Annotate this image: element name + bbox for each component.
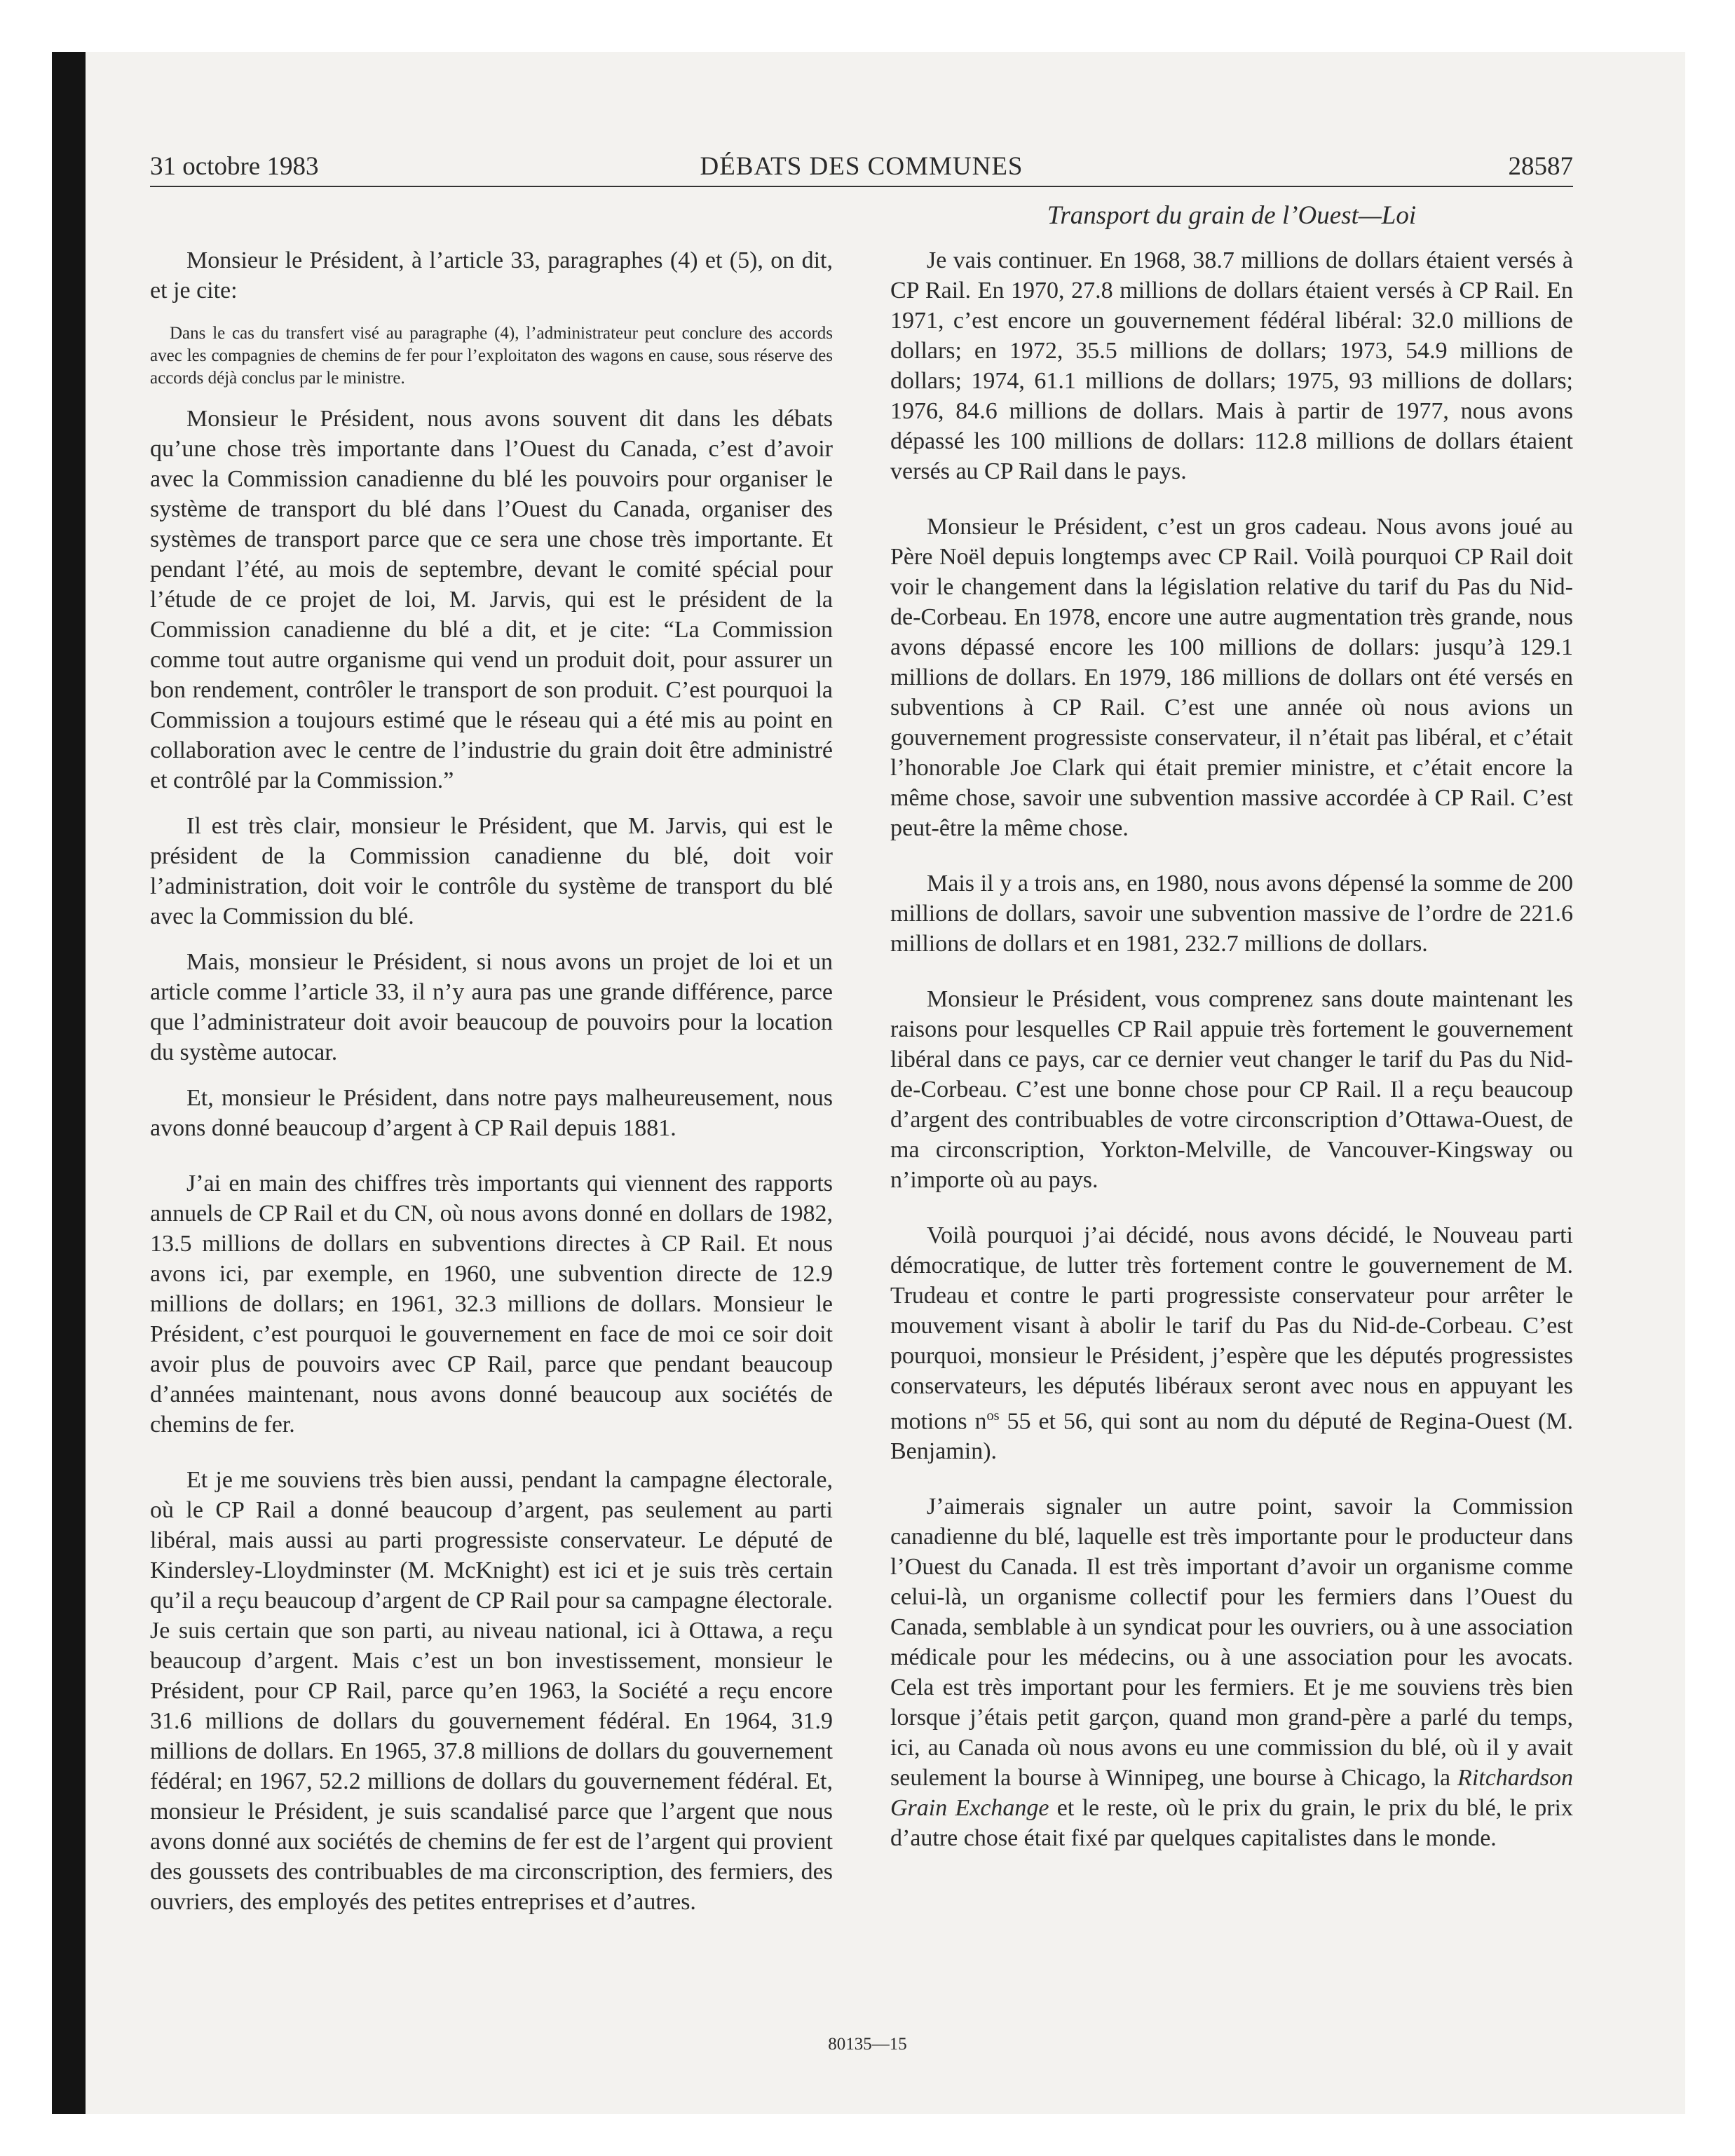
left-column — [150, 245, 833, 1917]
paragraph — [890, 1220, 1573, 1466]
paragraph-text: Voilà pourquoi j’ai décidé, nous avons décidé, le Nouveau parti démocratique, de lutter très fortement contre le gouvernement de M. Trudeau et contre le parti progressiste conservateur pour arrêter le mouvement visant à abolir le tarif du Pas du Nid-de-Corbeau. C’est pourquoi, monsieur le Président, j’espère que les députés progressistes conservateurs, les députés libéraux seront avec nous en appuyant les motions n — [890, 1222, 1573, 1435]
paragraph-text: J’aimerais signaler un autre point, savoir la Commission canadienne du blé, laquelle est très importante pour le producteur dans l’Ouest du Canada. Il est très important d’avoir un organisme comme celui-là, un organisme collectif pour les fermiers dans l’Ouest du Canada, semblable à un syndicat pour les ouvriers, ou à une association médicale pour les médecins, ou à une association pour les avocats. Cela est très important pour les fermiers. Et je me souviens très bien lorsque j’étais petit garçon, quand mon grand-père a parlé du temps, ici, au Canada où nous avons eu une commission du blé, où il y avait seulement la bourse à Winnipeg, une bourse à Chicago, la — [890, 1494, 1573, 1792]
paragraph: Mais, monsieur le Président, si nous avons un projet de loi et un article comme l’article 33, il n’y aura pas une grande différence, parce que l’administrateur doit avoir beaucoup de pouvoirs pour la location du système autocar. — [150, 949, 833, 1065]
paragraph: Monsieur le Président, à l’article 33, paragraphes (4) et (5), on dit, et je cite: — [150, 247, 833, 303]
binding-edge — [52, 52, 86, 2114]
header-page-number: 28587 — [1508, 152, 1573, 181]
paragraph: Et je me souviens très bien aussi, pendant la campagne électorale, où le CP Rail a donné beaucoup d’argent, pas seulement au parti libéral, mais aussi au parti progressiste conservateur. Le député de Kindersley-Lloydminster (M. McKnight) est ici et je suis très certain qu’il a reçu beaucoup d’argent de CP Rail pour sa campagne électorale. Je suis certain que son parti, au niveau national, ici à Ottawa, a reçu beaucoup d’argent. Mais c’est un bon investissement, monsieur le Président, pour CP Rail, parce qu’en 1963, la Société a reçu encore 31.6 millions de dollars du gouvernement fédéral. En 1964, 31.9 millions de dollars. En 1965, 37.8 millions de dollars du gouvernement fédéral; en 1967, 52.2 millions de dollars du gouvernement fédéral. Et, monsieur le Président, je suis scandalisé parce que l’argent que nous avons donné aux sociétés de chemins de fer est de l’argent qui provient des goussets des contribuables de ma circonscription, des fermiers, des ouvriers, des employés des petites entreprises et d’autres. — [150, 1467, 833, 1915]
right-column — [890, 245, 1573, 1853]
italic-name: Ritchardson Grain Exchange — [890, 1765, 1573, 1822]
paragraph: J’ai en main des chiffres très importants qui viennent des rapports annuels de CP Rail et du CN, où nous avons donné en dollars de 1982, 13.5 millions de dollars en subventions directes à CP Rail. Et nous avons ici, par exemple, en 1960, une subvention directe de 12.9 millions de dollars; en 1961, 32.3 millions de dollars. Monsieur le Président, c’est pourquoi le gouvernement en face de moi ce soir doit avoir plus de pouvoirs avec CP Rail, parce que pendant beaucoup d’années maintenant, nous avons donné beaucoup aux sociétés de chemins de fer. — [150, 1171, 833, 1438]
header-rule — [150, 186, 1573, 187]
paragraph — [890, 1492, 1573, 1853]
header-date: 31 octobre 1983 — [150, 152, 319, 181]
footer-code: 80135—15 — [828, 2035, 907, 2054]
paragraph-text: 55 et 56, qui sont au nom du député de Regina-Ouest (M. Benjamin). — [890, 1408, 1573, 1465]
header-title: DÉBATS DES COMMUNES — [700, 152, 1023, 181]
running-head: Transport du grain de l’Ouest—Loi — [1047, 201, 1417, 230]
page-header — [150, 150, 1573, 185]
paragraph: Monsieur le Président, nous avons souvent dit dans les débats qu’une chose très importante dans l’Ouest du Canada, c’est d’avoir avec la Commission canadienne du blé les pouvoirs pour organiser le système de transport du blé dans l’Ouest du Canada, organiser des systèmes de transport parce que ce sera une chose très importante. Et pendant l’été, au mois de septembre, devant le comité spécial pour l’étude de ce projet de loi, M. Jarvis, qui est le président de la Commission canadienne du blé a dit, et je cite: “La Commission comme tout autre organisme qui vend un produit doit, pour assurer un bon rendement, contrôler le transport de son produit. C’est pourquoi la Commission a toujours estimé que le réseau qui a été mis au point en collaboration avec le centre de l’industrie du grain doit être administré et contrôlé par la Commission.” — [150, 406, 833, 793]
paragraph: Monsieur le Président, c’est un gros cadeau. Nous avons joué au Père Noël depuis longtemps avec CP Rail. Voilà pourquoi CP Rail doit voir le changement dans la législation relative du tarif du Pas du Nid-de-Corbeau. En 1978, encore une autre augmentation très grande, nous avons dépassé encore les 100 millions de dollars: jusqu’à 129.1 millions de dollars. En 1979, 186 millions de dollars ont été versés en subventions à CP Rail. C’est une année où nous avions un gouvernement progressiste conservateur, il n’était pas libéral, et c’était l’honorable Joe Clark qui était premier ministre, et c’était encore la même chose, savoir une subvention massive accordée à CP Rail. C’est peut-être la même chose. — [890, 514, 1573, 841]
quoted-passage: Dans le cas du transfert visé au paragraphe (4), l’administrateur peut conclure des accords avec les compagnies de chemins de fer pour l’exploitaton des wagons en cause, sous réserve des accords déjà conclus par le ministre. — [150, 324, 833, 388]
superscript: os — [986, 1408, 1000, 1424]
paragraph-text: et le reste, où le prix du grain, le prix du blé, le prix d’autre chose était fixé par quelques capitalistes dans le monde. — [890, 1795, 1573, 1852]
paragraph: Monsieur le Président, vous comprenez sans doute maintenant les raisons pour lesquelles CP Rail appuie très fortement le gouvernement libéral dans ce pays, car ce dernier veut changer le tarif du Pas du Nid-de-Corbeau. C’est une bonne chose pour CP Rail. Il a reçu beaucoup d’argent des contribuables de votre circonscription d’Ottawa-Ouest, de ma circonscription, Yorkton-Melville, de Vancouver-Kingsway ou n’importe où au pays. — [890, 986, 1573, 1193]
paragraph: Et, monsieur le Président, dans notre pays malheureusement, nous avons donné beaucoup d’argent à CP Rail depuis 1881. — [150, 1085, 833, 1141]
paragraph: Mais il y a trois ans, en 1980, nous avons dépensé la somme de 200 millions de dollars, savoir une subvention massive de l’ordre de 221.6 millions de dollars et en 1981, 232.7 millions de dollars. — [890, 871, 1573, 957]
paragraph: Je vais continuer. En 1968, 38.7 millions de dollars étaient versés à CP Rail. En 1970, 27.8 millions de dollars étaient versés à CP Rail. En 1971, c’est encore un gouvernement fédéral libéral: 32.0 millions de dollars; en 1972, 35.5 millions de dollars; 1973, 54.9 millions de dollars; 1974, 61.1 millions de dollars; 1975, 93 millions de dollars; 1976, 84.6 millions de dollars. Mais à partir de 1977, nous avons dépassé les 100 millions de dollars: 112.8 millions de dollars étaient versés au CP Rail dans le pays. — [890, 247, 1573, 484]
paragraph: Il est très clair, monsieur le Président, que M. Jarvis, qui est le président de la Commission canadienne du blé, doit voir l’administration, doit voir le contrôle du système de transport du blé avec la Commission du blé. — [150, 813, 833, 929]
